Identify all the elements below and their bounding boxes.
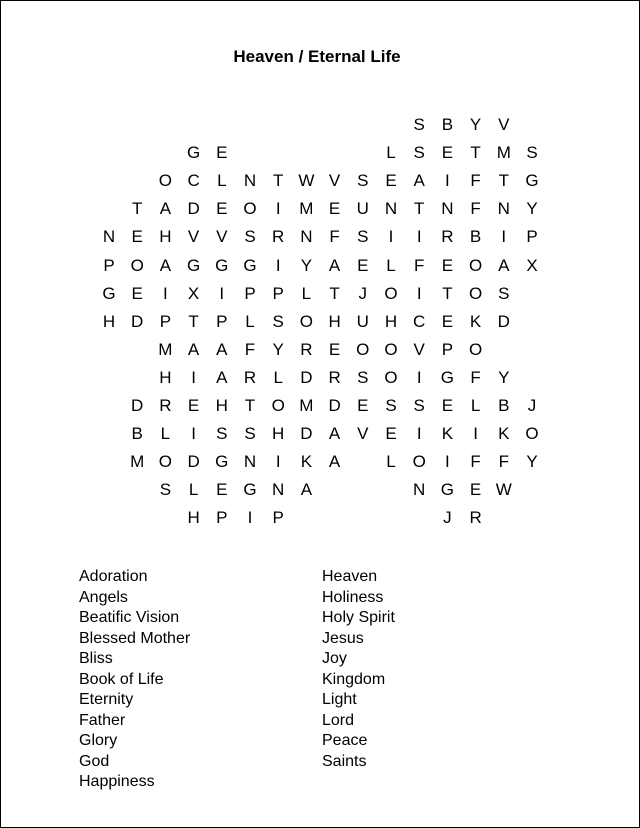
- grid-letter: X: [187, 283, 200, 303]
- grid-letter: U: [356, 199, 369, 219]
- grid-letter: U: [356, 311, 369, 331]
- grid-letter: N: [243, 171, 257, 191]
- grid-letter: H: [328, 311, 341, 331]
- grid-letter: O: [525, 424, 539, 444]
- grid-letter: P: [272, 283, 284, 303]
- grid-letter: L: [470, 396, 481, 415]
- grid-letter: E: [328, 339, 341, 359]
- grid-letter: G: [186, 143, 201, 163]
- grid-letter: B: [498, 396, 510, 415]
- grid-letter: D: [300, 424, 313, 444]
- grid-letter: T: [131, 199, 143, 219]
- grid-letter: E: [216, 199, 228, 219]
- grid-letter: A: [159, 255, 172, 275]
- word-list-item: Holy Spirit: [322, 609, 395, 626]
- grid-letter: S: [272, 311, 284, 331]
- grid-letter: A: [328, 452, 341, 472]
- grid-letter: G: [186, 255, 201, 275]
- grid-letter: F: [470, 199, 481, 219]
- grid-letter: V: [328, 171, 341, 191]
- grid-letter: E: [328, 199, 341, 219]
- grid-letter: G: [102, 283, 116, 303]
- grid-letter: W: [298, 171, 315, 191]
- grid-letter: O: [468, 283, 483, 303]
- grid-letter: E: [441, 396, 454, 415]
- grid-letter: Y: [272, 339, 284, 359]
- grid-letter: I: [275, 199, 281, 219]
- word-list-item: Adoration: [79, 568, 148, 585]
- grid-letter: L: [386, 452, 396, 472]
- grid-letter: G: [215, 452, 229, 472]
- grid-letter: O: [158, 171, 172, 191]
- word-search-grid: [1, 1, 640, 541]
- grid-letter: B: [131, 424, 143, 444]
- grid-letter: E: [131, 227, 143, 247]
- grid-letter: R: [441, 227, 454, 247]
- grid-letter: O: [468, 339, 483, 359]
- grid-letter: E: [441, 143, 454, 163]
- grid-letter: I: [275, 452, 281, 472]
- grid-letter: O: [384, 339, 398, 359]
- grid-letter: P: [244, 283, 256, 303]
- grid-letter: P: [526, 227, 538, 247]
- grid-letter: R: [328, 367, 341, 387]
- grid-letter: R: [469, 508, 482, 528]
- grid-letter: A: [187, 339, 200, 359]
- grid-letter: I: [416, 367, 422, 387]
- grid-letter: R: [300, 339, 313, 359]
- grid-letter: I: [388, 227, 394, 247]
- grid-letter: S: [526, 143, 538, 163]
- grid-letter: N: [243, 452, 257, 472]
- grid-letter: C: [187, 171, 200, 191]
- word-list-item: Saints: [322, 752, 367, 770]
- word-list-item: Beatific Vision: [79, 609, 180, 626]
- grid-letter: M: [158, 339, 173, 359]
- grid-letter: E: [216, 480, 228, 500]
- grid-letter: I: [191, 367, 196, 387]
- grid-letter: L: [245, 311, 255, 331]
- grid-letter: B: [469, 227, 482, 247]
- grid-letter: S: [385, 396, 397, 415]
- grid-letter: J: [443, 508, 452, 528]
- grid-letter: S: [244, 227, 256, 247]
- grid-letter: K: [498, 424, 510, 444]
- grid-letter: T: [498, 171, 509, 191]
- grid-letter: K: [441, 424, 454, 444]
- grid-letter: R: [159, 396, 172, 415]
- word-list-item: Glory: [79, 732, 118, 749]
- word-list-item: Jesus: [322, 629, 364, 647]
- grid-letter: O: [412, 452, 426, 472]
- grid-letter: A: [328, 424, 341, 444]
- grid-letter: F: [470, 452, 481, 472]
- grid-letter: A: [216, 367, 228, 387]
- grid-letter: P: [159, 311, 172, 331]
- grid-letter: E: [357, 396, 369, 415]
- grid-letter: D: [131, 396, 144, 415]
- grid-letter: I: [163, 283, 168, 303]
- word-list-item: Bliss: [79, 650, 113, 667]
- grid-letter: I: [275, 255, 281, 275]
- grid-letter: J: [527, 396, 537, 415]
- grid-letter: E: [357, 255, 369, 275]
- grid-letter: O: [243, 199, 257, 219]
- grid-letter: T: [470, 143, 481, 163]
- grid-letter: A: [413, 171, 425, 191]
- grid-letter: S: [357, 227, 369, 247]
- grid-letter: P: [103, 255, 115, 275]
- grid-letter: N: [441, 199, 454, 219]
- grid-letter: P: [216, 508, 228, 528]
- grid-letter: S: [357, 171, 369, 191]
- grid-letter: L: [273, 367, 283, 387]
- word-list-item: Holiness: [322, 588, 384, 606]
- grid-letter: O: [468, 255, 483, 275]
- grid-letter: O: [130, 255, 144, 275]
- grid-letter: C: [413, 311, 426, 331]
- grid-letter: M: [496, 143, 511, 163]
- grid-letter: S: [498, 283, 510, 303]
- grid-letter: V: [187, 227, 200, 247]
- grid-letter: G: [215, 255, 229, 275]
- grid-letter: A: [216, 339, 228, 359]
- grid-letter: N: [300, 227, 313, 247]
- grid-letter: O: [299, 311, 313, 331]
- grid-letter: N: [384, 199, 398, 219]
- grid-letter: I: [473, 424, 478, 444]
- word-list-item: Eternity: [79, 691, 134, 708]
- word-list-column-1: [79, 567, 190, 793]
- grid-letter: G: [525, 171, 539, 191]
- word-list-item: God: [79, 752, 110, 770]
- grid-letter: D: [497, 311, 510, 331]
- grid-letter: F: [470, 367, 481, 387]
- grid-letter: F: [470, 171, 481, 191]
- grid-letter: P: [216, 311, 228, 331]
- word-list-item: Angels: [79, 588, 128, 606]
- grid-letter: Y: [498, 367, 510, 387]
- grid-letter: E: [469, 480, 482, 500]
- grid-letter: I: [445, 171, 450, 191]
- grid-letter: V: [498, 115, 510, 134]
- grid-letter: X: [526, 255, 538, 275]
- word-list-item: Book of Life: [79, 670, 164, 688]
- grid-letter: F: [413, 255, 425, 275]
- word-list-item: Kingdom: [322, 670, 386, 688]
- grid-letter: Y: [469, 115, 482, 134]
- grid-letter: H: [187, 508, 200, 528]
- grid-letter: E: [187, 396, 200, 415]
- grid-letter: E: [131, 283, 143, 303]
- word-list-item: Lord: [322, 711, 355, 729]
- grid-letter: R: [272, 227, 285, 247]
- grid-letter: S: [159, 480, 172, 500]
- grid-letter: T: [329, 283, 340, 303]
- word-list-column-2: [322, 567, 395, 772]
- grid-letter: I: [416, 227, 422, 247]
- grid-letter: Y: [526, 199, 538, 219]
- grid-letter: F: [244, 339, 256, 359]
- grid-letter: A: [300, 480, 313, 500]
- grid-letter: F: [329, 227, 340, 247]
- grid-letter: E: [385, 424, 397, 444]
- grid-letter: N: [272, 480, 285, 500]
- grid-letter: L: [386, 143, 396, 163]
- grid-letter: I: [191, 424, 196, 444]
- grid-letter: I: [445, 452, 450, 472]
- word-list-item: Happiness: [79, 773, 155, 790]
- grid-letter: L: [188, 480, 199, 500]
- grid-letter: T: [442, 283, 453, 303]
- grid-letter: E: [216, 143, 228, 163]
- grid-letter: T: [188, 311, 199, 331]
- grid-letter: O: [356, 339, 370, 359]
- grid-letter: S: [216, 424, 228, 444]
- grid-letter: I: [219, 283, 225, 303]
- grid-letter: L: [217, 171, 227, 191]
- grid-letter: T: [272, 171, 284, 191]
- grid-letter: P: [441, 339, 454, 359]
- grid-letter: T: [413, 199, 425, 219]
- grid-letter: G: [440, 367, 454, 387]
- grid-letter: N: [413, 480, 426, 500]
- grid-letter: M: [130, 452, 145, 472]
- grid-letter: H: [102, 311, 116, 331]
- grid-letter: H: [272, 424, 285, 444]
- word-list-item: Light: [322, 691, 357, 708]
- grid-letter: L: [386, 255, 396, 275]
- grid-letter: E: [441, 311, 454, 331]
- grid-letter: G: [440, 480, 454, 500]
- grid-letter: E: [385, 171, 397, 191]
- grid-letter: I: [416, 424, 422, 444]
- grid-letter: H: [215, 396, 228, 415]
- word-list-item: Joy: [322, 650, 347, 667]
- word-list-item: Blessed Mother: [79, 629, 191, 647]
- grid-letter: V: [357, 424, 369, 444]
- grid-letter: L: [160, 424, 171, 444]
- grid-letter: G: [243, 480, 257, 500]
- grid-letter: P: [272, 508, 284, 528]
- grid-letter: E: [441, 255, 454, 275]
- grid-letter: Y: [300, 255, 313, 275]
- grid-letter: V: [413, 339, 425, 359]
- grid-letter: S: [357, 367, 369, 387]
- grid-letter: N: [497, 199, 510, 219]
- grid-letter: G: [243, 255, 257, 275]
- grid-letter: V: [216, 227, 228, 247]
- grid-letter: D: [328, 396, 341, 415]
- grid-letter: B: [441, 115, 454, 134]
- grid-letter: H: [159, 367, 172, 387]
- grid-letter: S: [413, 115, 425, 134]
- grid-letter: M: [299, 199, 314, 219]
- page-title: Heaven / Eternal Life: [233, 47, 401, 66]
- grid-letter: D: [131, 311, 144, 331]
- grid-letter: A: [498, 255, 510, 275]
- grid-letter: A: [159, 199, 172, 219]
- grid-letter: F: [498, 452, 509, 472]
- grid-letter: M: [299, 396, 314, 415]
- grid-letter: H: [384, 311, 398, 331]
- grid-letter: H: [159, 227, 172, 247]
- word-list-item: Father: [79, 711, 126, 729]
- grid-letter: A: [328, 255, 341, 275]
- grid-letter: I: [247, 508, 253, 528]
- grid-letter: I: [501, 227, 507, 247]
- grid-letter: R: [243, 367, 257, 387]
- grid-letter: O: [384, 283, 398, 303]
- grid-letter: I: [416, 283, 422, 303]
- grid-letter: D: [187, 199, 200, 219]
- grid-letter: O: [384, 367, 398, 387]
- grid-letter: O: [271, 396, 285, 415]
- grid-letter: Y: [526, 452, 538, 472]
- grid-letter: T: [244, 396, 256, 415]
- grid-letter: K: [469, 311, 482, 331]
- grid-letter: S: [413, 396, 425, 415]
- word-list-item: Heaven: [322, 568, 378, 585]
- grid-letter: O: [158, 452, 172, 472]
- grid-letter: S: [413, 143, 425, 163]
- grid-letter: N: [102, 227, 116, 247]
- grid-letter: D: [187, 452, 200, 472]
- word-list-item: Peace: [322, 732, 368, 749]
- grid-letter: W: [495, 480, 512, 500]
- grid-letter: S: [244, 424, 256, 444]
- grid-letter: J: [358, 283, 368, 303]
- grid-letter: D: [300, 367, 313, 387]
- grid-letter: L: [301, 283, 312, 303]
- grid-letter: K: [300, 452, 313, 472]
